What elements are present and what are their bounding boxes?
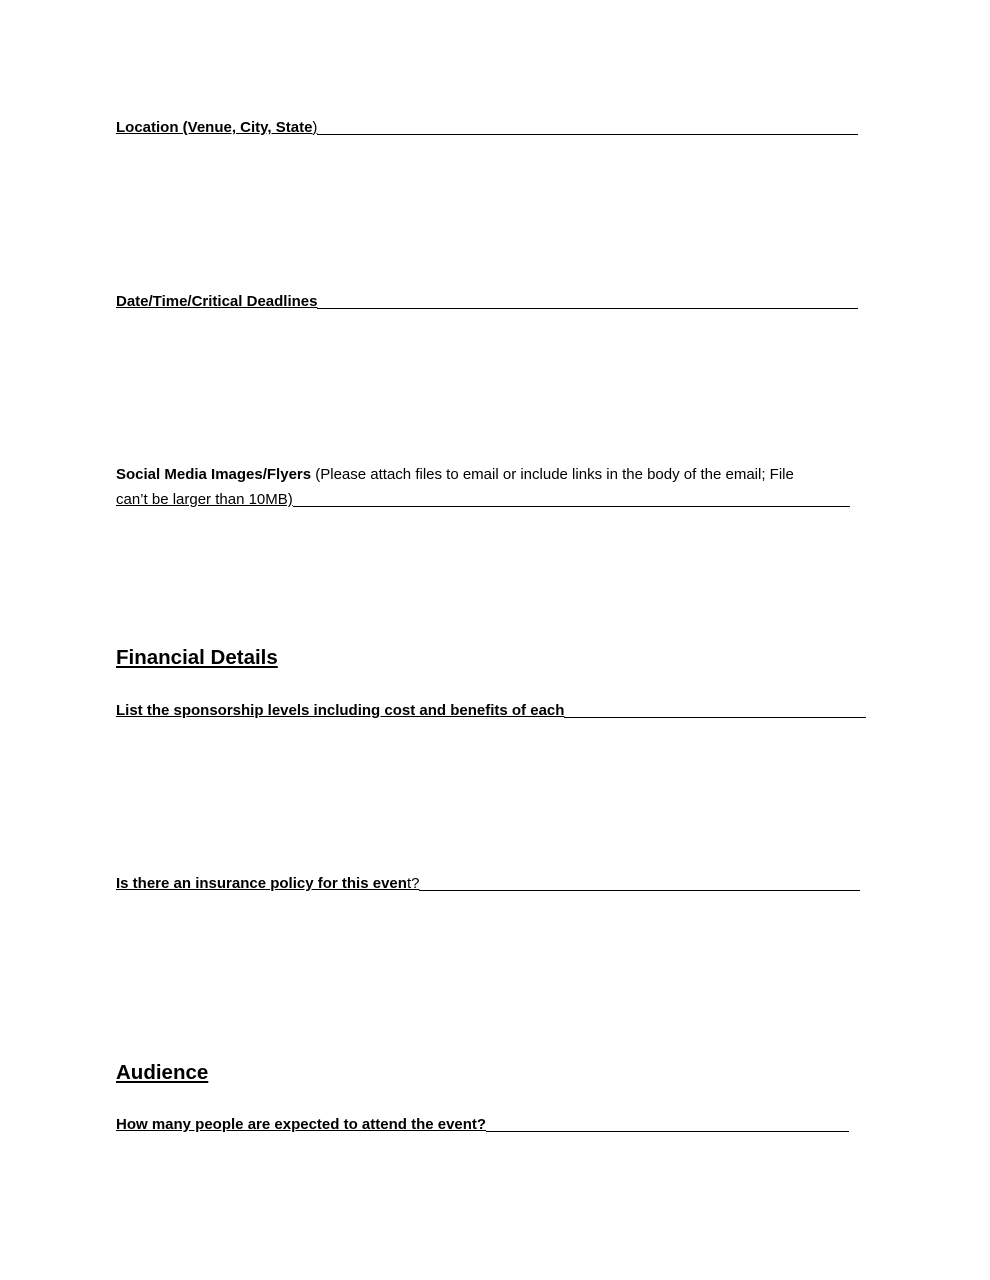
social-media-field-line2: [116, 487, 850, 512]
audience-heading: Audience: [116, 1061, 209, 1084]
date-time-answer-line[interactable]: [317, 307, 858, 309]
attendance-label: How many people are expected to attend the event?: [116, 1116, 487, 1133]
social-media-field: [116, 462, 794, 487]
social-media-answer-line[interactable]: [293, 505, 850, 507]
location-field: [116, 115, 858, 140]
attendance-field: [116, 1112, 849, 1137]
location-label-suffix: ): [312, 119, 318, 136]
date-time-field: [116, 289, 858, 314]
sponsorship-levels-answer-line[interactable]: [564, 716, 866, 718]
financial-details-heading: Financial Details: [116, 646, 278, 669]
social-media-note-line2: can’t be larger than 10MB): [116, 491, 293, 508]
sponsorship-levels-label: List the sponsorship levels including cost and benefits of each: [116, 702, 565, 719]
location-answer-line[interactable]: [317, 133, 858, 135]
attendance-answer-line[interactable]: [486, 1130, 849, 1132]
social-media-label: Social Media Images/Flyers: [116, 466, 312, 483]
insurance-label: Is there an insurance policy for this even: [116, 875, 407, 892]
date-time-label: Date/Time/Critical Deadlines: [116, 293, 318, 310]
insurance-field: [116, 871, 860, 896]
social-media-note-line1: (Please attach files to email or include links in the body of the email; File: [311, 466, 794, 483]
location-label: Location (Venue, City, State: [116, 119, 313, 136]
insurance-label-suffix: t?: [406, 875, 420, 892]
insurance-answer-line[interactable]: [419, 889, 860, 891]
sponsorship-levels-field: [116, 698, 866, 723]
